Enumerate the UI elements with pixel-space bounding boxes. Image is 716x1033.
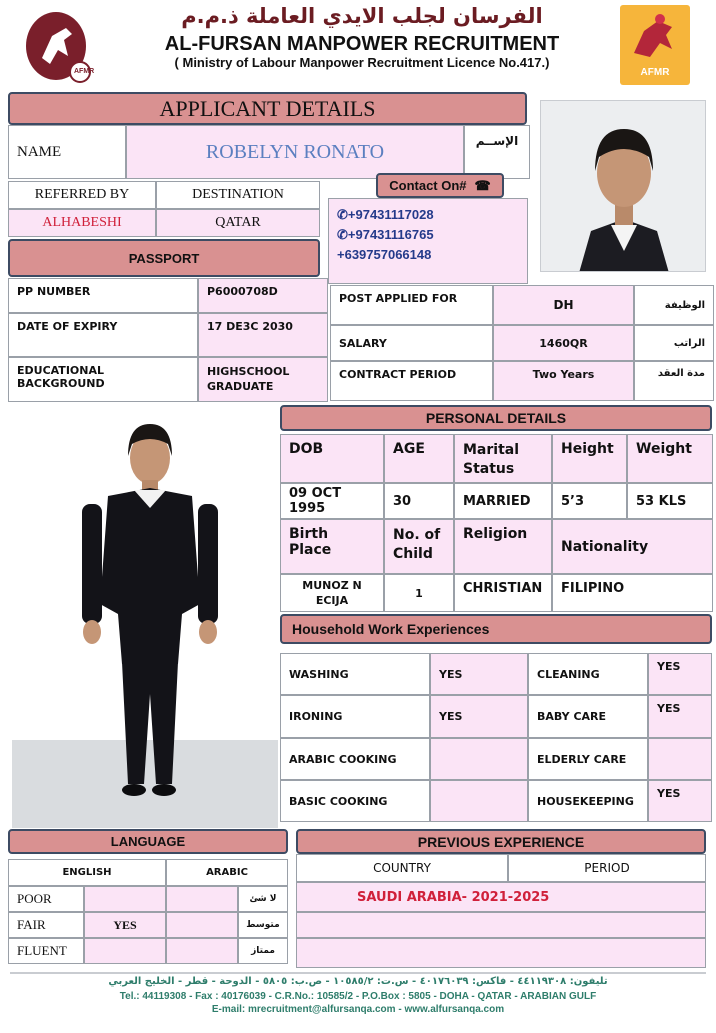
lang-poor-label-ar: لا شئ <box>238 886 288 912</box>
applicant-section-title: APPLICANT DETAILS <box>8 92 527 125</box>
contact-number-1: ✆+97431117028 <box>337 207 434 222</box>
previous-period-header: PERIOD <box>508 854 706 882</box>
lang-fluent-english <box>84 938 166 964</box>
contract-label: CONTRACT PERIOD <box>330 361 493 401</box>
cleaning-value: YES <box>648 653 712 695</box>
pp-number-label: PP NUMBER <box>8 278 198 313</box>
marital-header: Marital Status <box>454 434 552 483</box>
company-name: AL-FURSAN MANPOWER RECRUITMENT <box>164 33 560 55</box>
expiry-value: 17 DE3C 2030 <box>198 313 328 357</box>
household-section-title: Household Work Experiences <box>280 614 712 644</box>
expiry-label: DATE OF EXPIRY <box>8 313 198 357</box>
afmr-logo-text: AFMR <box>640 67 670 78</box>
elderly-care-value <box>648 738 712 780</box>
post-applied-label: POST APPLIED FOR <box>330 285 493 325</box>
personal-section-title: PERSONAL DETAILS <box>280 405 712 431</box>
contact-number-2: ✆+97431116765 <box>337 227 434 242</box>
babycare-label: BABY CARE <box>528 695 648 738</box>
pp-number-value: P6000708D <box>198 278 328 313</box>
applicant-headshot-photo <box>540 100 706 272</box>
babycare-value: YES <box>648 695 712 738</box>
children-header: No. of Child <box>384 519 454 574</box>
name-label: NAME <box>8 125 126 179</box>
housekeeping-value: YES <box>648 780 712 822</box>
lang-english-header: ENGLISH <box>8 859 166 886</box>
lang-fluent-label-ar: ممتاز <box>238 938 288 964</box>
ironing-label: IRONING <box>280 695 430 738</box>
nationality-header: Nationality <box>552 519 713 574</box>
weight-value: 53 KLS <box>627 483 713 519</box>
lang-fair-english: YES <box>84 912 166 938</box>
previous-section-title: PREVIOUS EXPERIENCE <box>296 829 706 854</box>
footer-email-line: E-mail: mrecruitment@alfursanqa.com - www.alfursanqa.com <box>211 1004 505 1015</box>
height-value: 5’3 <box>552 483 627 519</box>
destination-value: QATAR <box>156 209 320 237</box>
contract-value: Two Years <box>493 361 634 401</box>
post-applied-label-ar: الوظيفة <box>634 285 714 325</box>
previous-country-header: COUNTRY <box>296 854 508 882</box>
contact-label: Contact On# <box>389 178 467 193</box>
lang-poor-english <box>84 886 166 912</box>
footer-divider <box>10 972 706 974</box>
passport-section-title: PASSPORT <box>8 239 320 277</box>
washing-label: WASHING <box>280 653 430 695</box>
birthplace-value: MUNOZ N ECIJA <box>280 574 384 612</box>
cleaning-label: CLEANING <box>528 653 648 695</box>
arabic-cooking-label: ARABIC COOKING <box>280 738 430 780</box>
previous-empty-row-2 <box>296 938 706 968</box>
basic-cooking-label: BASIC COOKING <box>280 780 430 822</box>
lang-fluent-arabic <box>166 938 238 964</box>
lang-poor-label: POOR <box>8 886 84 912</box>
ironing-value: YES <box>430 695 528 738</box>
weight-header: Weight <box>627 434 713 483</box>
housekeeping-label: HOUSEKEEPING <box>528 780 648 822</box>
company-arabic-name: الفرسان لجلب الايدي العاملة ذ.م.م <box>181 4 543 28</box>
language-section-title: LANGUAGE <box>8 829 288 854</box>
lang-fair-label-ar: متوسط <box>238 912 288 938</box>
age-header: AGE <box>384 434 454 483</box>
contact-box <box>328 198 528 284</box>
lang-fair-arabic <box>166 912 238 938</box>
post-applied-value: DH <box>493 285 634 325</box>
referred-by-label: REFERRED BY <box>8 181 156 209</box>
lang-arabic-header: ARABIC <box>166 859 288 886</box>
salary-label-ar: الراتب <box>634 325 714 361</box>
religion-header: Religion <box>454 519 552 574</box>
birthplace-header: Birth Place <box>280 519 384 574</box>
lang-fluent-label: FLUENT <box>8 938 84 964</box>
elderly-care-label: ELDERLY CARE <box>528 738 648 780</box>
height-header: Height <box>552 434 627 483</box>
rider-logo-icon <box>620 5 690 69</box>
destination-label: DESTINATION <box>156 181 320 209</box>
nationality-value: FILIPINO <box>552 574 713 612</box>
religion-value: CHRISTIAN <box>454 574 552 612</box>
header <box>0 0 716 90</box>
referred-by-value: ALHABESHI <box>8 209 156 237</box>
name-value: ROBELYN RONATO <box>126 125 464 179</box>
marital-value: MARRIED <box>454 483 552 519</box>
name-label-ar: الإســم <box>464 125 530 179</box>
washing-value: YES <box>430 653 528 695</box>
afmr-logo <box>620 5 690 85</box>
education-value: HIGHSCHOOL GRADUATE <box>198 357 328 402</box>
basic-cooking-value <box>430 780 528 822</box>
children-value: 1 <box>384 574 454 612</box>
arabic-cooking-value <box>430 738 528 780</box>
age-value: 30 <box>384 483 454 519</box>
footer-english-line: Tel.: 44119308 - Fax : 40176039 - C.R.No.: 10585/2 - P.O.Box : 5805 - DOHA - QATAR - ARABIAN GULF <box>119 991 597 1002</box>
phone-icon: ☎ <box>474 177 491 193</box>
previous-empty-row-1 <box>296 912 706 938</box>
footer-arabic-line: تليفون: ٤٤١١٩٣٠٨ - فاكس: ٤٠١٧٦٠٣٩ - س.ت: ١٠٥٨٥/٢ - ص.ب: ٥٨٠٥ - الدوحة - قطر - الخليج العربي <box>108 976 608 987</box>
contract-label-ar: مدة العقد <box>634 361 714 401</box>
dob-value: 09 OCT 1995 <box>280 483 384 519</box>
salary-value: 1460QR <box>493 325 634 361</box>
dob-header: DOB <box>280 434 384 483</box>
contact-number-3: +639757066148 <box>337 247 432 262</box>
salary-label: SALARY <box>330 325 493 361</box>
logo-badge-text: AFMR <box>74 68 95 75</box>
lang-fair-label: FAIR <box>8 912 84 938</box>
previous-entry: SAUDI ARABIA- 2021-2025 <box>296 882 706 912</box>
education-label: EDUCATIONAL BACKGROUND <box>8 357 198 402</box>
applicant-fullbody-photo <box>12 404 278 828</box>
contact-label-bar <box>376 173 504 198</box>
lang-poor-arabic <box>166 886 238 912</box>
licence-text: ( Ministry of Labour Manpower Recruitment Licence No.417.) <box>174 55 550 70</box>
